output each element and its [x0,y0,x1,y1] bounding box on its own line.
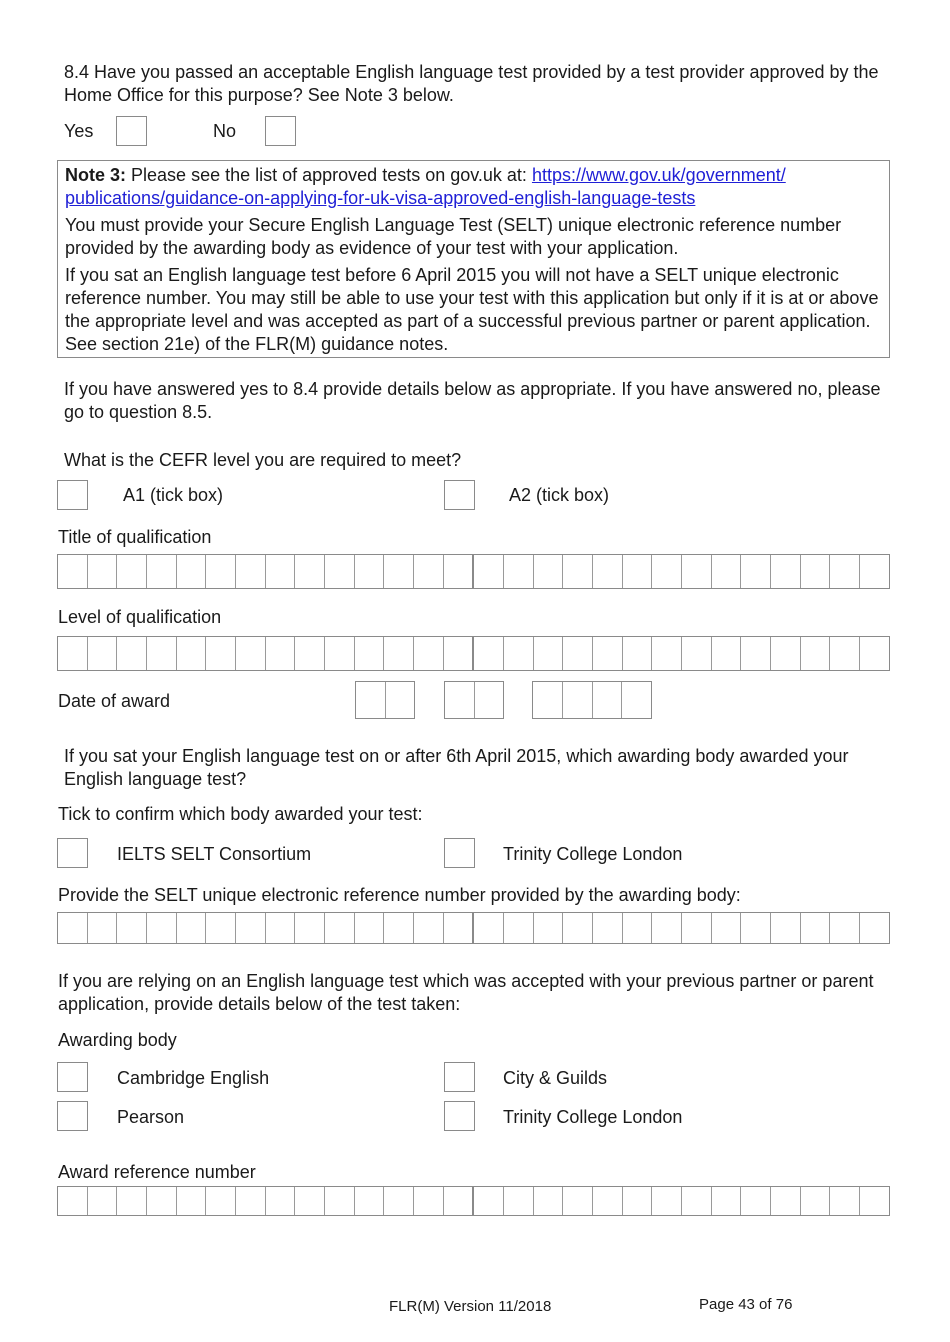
title-of-qualification-label: Title of qualification [58,527,212,547]
pearson-checkbox[interactable] [57,1101,88,1131]
cambridge-label: Cambridge English [117,1068,270,1088]
link-line-2[interactable]: publications/guidance-on-applying-for-uk-visa-approved-english-language-tests [65,188,696,208]
trinity-checkbox[interactable] [444,1101,475,1131]
yes-checkbox[interactable] [116,116,147,146]
city-guilds-label: City & Guilds [503,1068,608,1088]
trinity-selt-checkbox[interactable] [444,838,475,868]
date-month-input[interactable] [444,681,504,719]
link-line-1[interactable]: https://www.gov.uk/government/ [531,165,786,185]
note-3-para-2: You must provide your Secure English Language Test (SELT) unique electronic reference number provided by the awarding body as evidence of your test with your application. [65,215,842,258]
date-year-input[interactable] [532,681,652,719]
selt-reference-input[interactable] [57,912,890,944]
pearson-label: Pearson [117,1107,185,1127]
level-of-qualification-input[interactable] [57,636,890,671]
instructions-text: If you have answered yes to 8.4 provide details below as appropriate. If you have answered no, please go to question 8.5. [64,379,881,422]
awarding-body-question: If you sat your English language test on or after 6th April 2015, which awarding body awarded your English language test? [64,746,849,789]
no-checkbox[interactable] [265,116,296,146]
award-reference-label: Award reference number [58,1162,256,1182]
note-3-para-3: If you sat an English language test before 6 April 2015 you will not have a SELT unique electronic reference number. You may still be able to use your test with this application but only if it is at or above the appropriate level and was accepted as part of a successful previous partner or parent application. See section 21e) of the FLR(M) guidance notes. [65,265,879,354]
cambridge-checkbox[interactable] [57,1062,88,1092]
awarding-body-label: Awarding body [58,1030,177,1050]
selt-reference-label: Provide the SELT unique electronic reference number provided by the awarding body: [58,885,741,905]
note-3-para-1 [65,164,881,210]
tick-confirm-label: Tick to confirm which body awarded your test: [58,804,423,824]
a1-checkbox[interactable] [57,480,88,510]
yes-label: Yes [64,121,94,141]
ielts-checkbox[interactable] [57,838,88,868]
note-3-box [57,160,890,358]
level-of-qualification-label: Level of qualification [58,607,222,627]
ielts-label: IELTS SELT Consortium [117,844,312,864]
previous-test-text: If you are relying on an English language test which was accepted with your previous partner or parent application, provide details below of the test taken: [58,971,874,1014]
a2-label: A2 (tick box) [509,485,610,505]
title-of-qualification-input[interactable] [57,554,890,589]
trinity-selt-label: Trinity College London [503,844,683,864]
question-8-4: 8.4 Have you passed an acceptable English language test provided by a test provider approved by the Home Office for this purpose? See Note 3 below. [64,62,879,105]
footer-version: FLR(M) Version 11/2018 [389,1298,552,1315]
note-3-intro: Please see the list of approved tests on gov.uk at: [131,165,527,185]
city-guilds-checkbox[interactable] [444,1062,475,1092]
footer-page-number: Page 43 of 76 [699,1296,793,1313]
date-day-input[interactable] [355,681,415,719]
a2-checkbox[interactable] [444,480,475,510]
note-3-title: Note 3: [65,165,127,185]
a1-label: A1 (tick box) [123,485,224,505]
cefr-question: What is the CEFR level you are required to meet? [64,450,462,470]
no-label: No [213,121,237,141]
award-reference-input[interactable] [57,1186,890,1216]
date-of-award-label: Date of award [58,691,171,711]
trinity-label: Trinity College London [503,1107,683,1127]
